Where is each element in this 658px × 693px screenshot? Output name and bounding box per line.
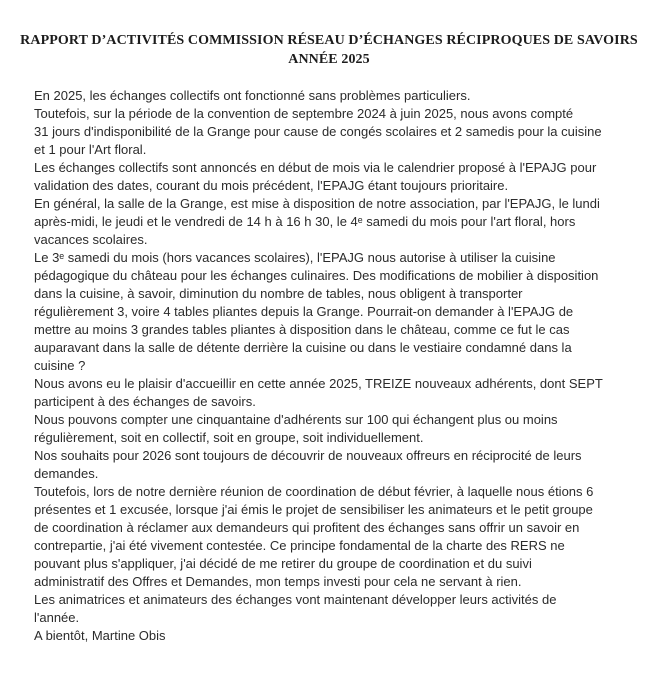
paragraph: [34, 159, 630, 195]
text-line: Nos souhaits pour 2026 sont toujours de découvrir de nouveaux offreurs en réciprocité de leurs: [34, 448, 582, 463]
document-title-line2: ANNÉE 2025: [288, 52, 370, 67]
text-line: l'année.: [34, 610, 80, 625]
text-line: auparavant dans la salle de détente derrière la cuisine ou dans le vestiaire condamné dans la: [34, 340, 572, 355]
text-line: régulièrement 3, voire 4 tables pliantes depuis la Grange. Pourrait-on demander à l'EPAJG de: [34, 304, 574, 319]
paragraph: [34, 483, 630, 591]
paragraph: [34, 105, 630, 159]
text-line: contrepartie, j'ai été vivement contestée. Ce principe fondamental de la charte des RERS ne: [34, 538, 565, 553]
paragraph: [34, 249, 630, 375]
text-line: cuisine ?: [34, 358, 86, 373]
text-line: participent à des échanges de savoirs.: [34, 394, 256, 409]
text-line: demandes.: [34, 466, 99, 481]
text-line: 31 jours d'indisponibilité de la Grange pour cause de congés scolaires et 2 samedis pour la cuisine: [34, 124, 602, 139]
text-line: Nous avons eu le plaisir d'accueillir en cette année 2025, TREIZE nouveaux adhérents, dont SEPT: [34, 376, 603, 391]
text-line: et 1 pour l'Art floral.: [34, 142, 147, 157]
text-line: Le 3ᵉ samedi du mois (hors vacances scolaires), l'EPAJG nous autorise à utiliser la cuisine: [34, 250, 556, 265]
paragraph: [34, 195, 630, 249]
text-line: mettre au moins 3 grandes tables pliantes à disposition dans le château, comme ce fut le cas: [34, 322, 570, 337]
text-line: de coordination à réclamer aux demandeurs qui profitent des échanges sans offrir un savoir en: [34, 520, 580, 535]
text-line: Nous pouvons compter une cinquantaine d'adhérents sur 100 qui échangent plus ou moins: [34, 412, 558, 427]
paragraph: [34, 411, 630, 447]
paragraph: [34, 627, 630, 645]
paragraph: [34, 591, 630, 627]
text-line: pédagogique du château pour les échanges culinaires. Des modifications de mobilier à disposition: [34, 268, 599, 283]
document-title-line1: RAPPORT D’ACTIVITÉS COMMISSION RÉSEAU D’ÉCHANGES RÉCIPROQUES DE SAVOIRS: [20, 33, 638, 48]
paragraph: [34, 447, 630, 483]
text-line: Les échanges collectifs sont annoncés en début de mois via le calendrier proposé à l'EPAJG pour: [34, 160, 597, 175]
text-line: administratif des Offres et Demandes, mon temps investi pour cela ne servant à rien.: [34, 574, 522, 589]
text-line: A bientôt, Martine Obis: [34, 628, 166, 643]
text-line: pouvant plus s'appliquer, j'ai décidé de me retirer du groupe de coordination et du suivi: [34, 556, 532, 571]
text-line: après-midi, le jeudi et le vendredi de 14 h à 16 h 30, le 4ᵉ samedi du mois pour l'art floral, hors: [34, 214, 576, 229]
text-line: présentes et 1 excusée, lorsque j'ai émis le projet de sensibiliser les animateurs et le petit groupe: [34, 502, 593, 517]
text-line: dans la cuisine, à savoir, diminution du nombre de tables, nous obligent à transporter: [34, 286, 523, 301]
paragraph: [34, 87, 630, 105]
document-body: [34, 87, 630, 645]
text-line: vacances scolaires.: [34, 232, 148, 247]
text-line: Toutefois, lors de notre dernière réunion de coordination de début février, à laquelle nous étions 6: [34, 484, 594, 499]
paragraph: [34, 375, 630, 411]
text-line: En 2025, les échanges collectifs ont fonctionné sans problèmes particuliers.: [34, 88, 471, 103]
document-title: [0, 31, 658, 69]
text-line: validation des dates, courant du mois précédent, l'EPAJG étant toujours prioritaire.: [34, 178, 509, 193]
text-line: régulièrement, soit en collectif, soit en groupe, soit individuellement.: [34, 430, 424, 445]
text-line: Toutefois, sur la période de la convention de septembre 2024 à juin 2025, nous avons compté: [34, 106, 574, 121]
text-line: En général, la salle de la Grange, est mise à disposition de notre association, par l'EPAJG, le lundi: [34, 196, 600, 211]
text-line: Les animatrices et animateurs des échanges vont maintenant développer leurs activités de: [34, 592, 557, 607]
